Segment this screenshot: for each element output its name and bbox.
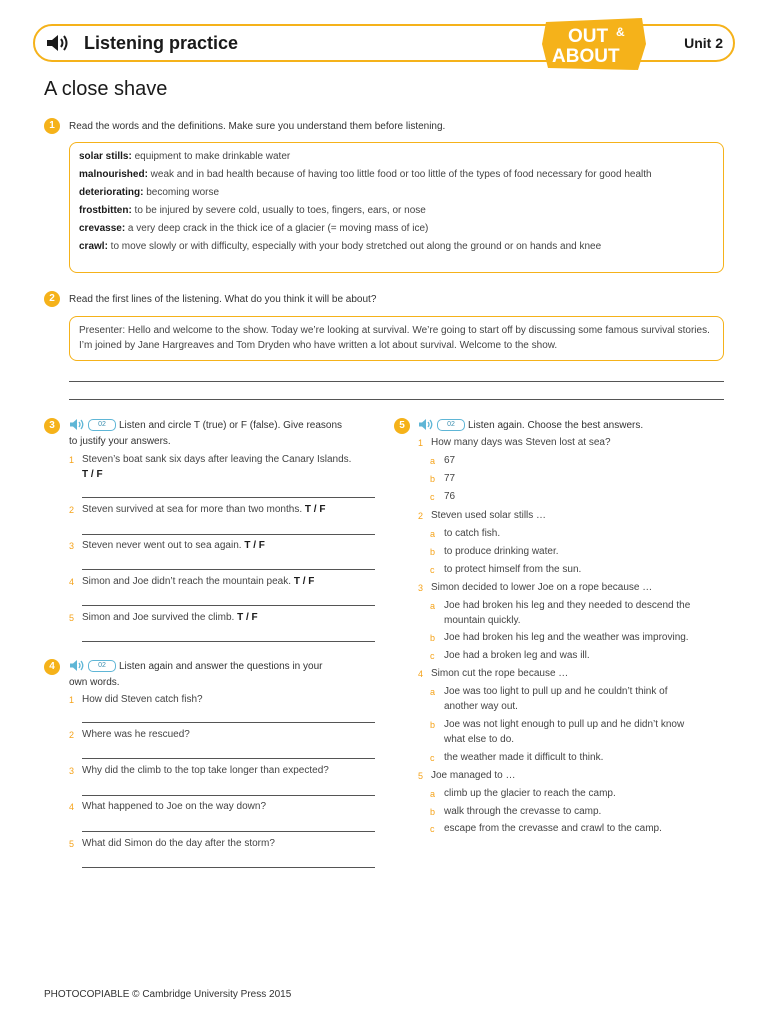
mc-question: 3 Simon decided to lower Joe on a rope because … (418, 582, 653, 593)
exercise-3-instruction: to justify your answers. (69, 436, 171, 447)
presenter-text: Hello and welcome to the show. Today we’re looking at survival. We’re going to start off by discussing some famous survival stories. I’m joined by Jane Hargreaves and Tom Dryden who have written a lot about survival. Welcome to the show. (79, 325, 710, 351)
exercise-3-instruction: Listen and circle T (true) or F (false). Give reasons (119, 420, 343, 431)
answer-line[interactable] (82, 641, 375, 642)
exercise-5-instruction: Listen again. Choose the best answers. (468, 420, 644, 431)
tf-choice[interactable]: T / F (304, 504, 326, 515)
mc-option-continued: another way out. (444, 701, 518, 712)
mc-option[interactable]: c Joe had a broken leg and was ill. (430, 650, 590, 661)
mc-option[interactable]: b to produce drinking water. (430, 546, 559, 557)
tf-question: 1 Steven’s boat sank six days after leaving the Canary Islands. T / F (69, 454, 352, 480)
exercise-5-number: 5 (394, 418, 410, 434)
answer-line[interactable] (82, 722, 375, 723)
track-number: 02 (88, 419, 116, 431)
mc-question: 2 Steven used solar stills … (418, 510, 547, 521)
answer-line[interactable] (82, 831, 375, 832)
definition-item: deteriorating: becoming worse (79, 187, 220, 198)
mc-option[interactable]: a 67 (430, 455, 456, 466)
open-question: 2 Where was he rescued? (69, 729, 190, 740)
tf-question: 2 Steven survived at sea for more than two months. T / F (69, 504, 326, 515)
answer-line[interactable] (82, 795, 375, 796)
definition-item: crawl: to move slowly or with difficulty, especially with your body stretched out along the ground or on hands and knee (79, 241, 602, 252)
exercise-4-instruction: own words. (69, 677, 120, 688)
presenter-label: Presenter: (79, 325, 126, 336)
mc-option[interactable]: a climb up the glacier to reach the camp. (430, 788, 616, 799)
mc-option[interactable]: c 76 (430, 491, 456, 502)
logo-text-out: OUT (568, 26, 609, 47)
mc-option[interactable]: a to catch fish. (430, 528, 501, 539)
exercise-2-number: 2 (44, 291, 60, 307)
definitions-box (69, 142, 724, 273)
exercise-1-number: 1 (44, 118, 60, 134)
header-bar (33, 24, 735, 67)
logo-text-about: ABOUT (552, 46, 620, 67)
mc-option[interactable]: c to protect himself from the sun. (430, 564, 582, 575)
header-title: Listening practice (84, 33, 239, 53)
mc-question: 5 Joe managed to … (418, 770, 516, 781)
answer-line[interactable] (69, 399, 724, 400)
definition-item: crevasse: a very deep crack in the thick ice of a glacier (= moving mass of ice) (79, 223, 429, 234)
exercise-4-number: 4 (44, 659, 60, 675)
tf-question: 5 Simon and Joe survived the climb. T / F (69, 612, 258, 623)
answer-line[interactable] (82, 758, 375, 759)
out-and-about-logo (538, 14, 650, 74)
presenter-box (69, 316, 724, 361)
mc-option[interactable]: b Joe had broken his leg and the weather was improving. (430, 632, 689, 643)
open-question: 5 What did Simon do the day after the storm? (69, 838, 275, 849)
answer-line[interactable] (82, 605, 375, 606)
answer-line[interactable] (82, 867, 375, 868)
mc-option[interactable]: a Joe had broken his leg and they needed to descend the (430, 600, 691, 611)
definition-item: malnourished: weak and in bad health because of having too little food or too little of the types of food necessary for good health (79, 169, 652, 180)
speaker-icon[interactable] (45, 33, 71, 53)
mc-option-continued: what else to do. (444, 734, 515, 745)
tf-choice[interactable]: T / F (237, 612, 258, 623)
copyright-footer: PHOTOCOPIABLE © Cambridge University Press 2015 (44, 989, 292, 1000)
tf-question: 3 Steven never went out to sea again. T / F (69, 540, 265, 551)
exercise-5-audio[interactable] (418, 418, 465, 431)
audio-speaker-icon[interactable] (418, 418, 434, 431)
logo-text-amp: & (616, 25, 625, 39)
mc-question: 4 Simon cut the rope because … (418, 668, 569, 679)
mc-option[interactable]: a Joe was too light to pull up and he couldn’t think of (430, 686, 668, 697)
exercise-3-audio[interactable] (69, 418, 116, 431)
open-question: 3 Why did the climb to the top take longer than expected? (69, 765, 329, 776)
unit-label: Unit 2 (684, 35, 723, 51)
definition-item: solar stills: equipment to make drinkable water (79, 151, 291, 162)
mc-option[interactable]: b walk through the crevasse to camp. (430, 806, 602, 817)
open-question: 4 What happened to Joe on the way down? (69, 801, 267, 812)
track-number: 02 (437, 419, 465, 431)
answer-line[interactable] (82, 569, 375, 570)
answer-line[interactable] (82, 497, 375, 498)
answer-line[interactable] (82, 534, 375, 535)
exercise-2-instruction: Read the first lines of the listening. What do you think it will be about? (69, 294, 377, 305)
mc-option[interactable]: b Joe was not light enough to pull up and he didn’t know (430, 719, 685, 730)
tf-question: 4 Simon and Joe didn’t reach the mountain peak. T / F (69, 576, 315, 587)
tf-choice[interactable]: T / F (82, 468, 103, 480)
track-number: 02 (88, 660, 116, 672)
mc-option-continued: mountain quickly. (444, 615, 521, 626)
tf-choice[interactable]: T / F (293, 576, 315, 587)
tf-choice[interactable]: T / F (244, 540, 265, 551)
mc-option[interactable]: c escape from the crevasse and crawl to the camp. (430, 823, 662, 834)
exercise-4-audio[interactable] (69, 659, 116, 672)
definition-item: frostbitten: to be injured by severe cold, usually to toes, fingers, ears, or nose (79, 205, 426, 216)
audio-speaker-icon[interactable] (69, 659, 85, 672)
audio-speaker-icon[interactable] (69, 418, 85, 431)
mc-option[interactable]: c the weather made it difficult to think. (430, 752, 604, 763)
mc-question: 1 How many days was Steven lost at sea? (418, 437, 611, 448)
mc-option[interactable]: b 77 (430, 473, 456, 484)
page-title: A close shave (44, 78, 168, 100)
exercise-4-instruction: Listen again and answer the questions in your (119, 661, 323, 672)
answer-line[interactable] (69, 381, 724, 382)
open-question: 1 How did Steven catch fish? (69, 694, 203, 705)
exercise-1-instruction: Read the words and the definitions. Make sure you understand them before listening. (69, 121, 446, 132)
exercise-3-number: 3 (44, 418, 60, 434)
